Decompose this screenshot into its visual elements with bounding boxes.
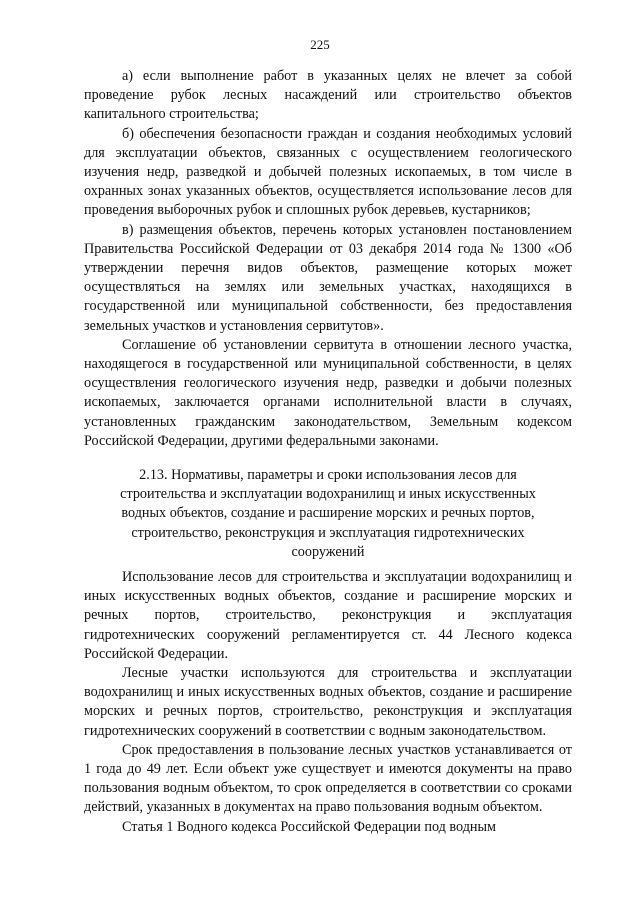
paragraph-forest-plots: Лесные участки используются для строительства и эксплуатации водохранилищ и иных искусственных водных объектов, создание и расширение морских и речных портов, строительство, реконструкция и эксплуатация гидротехнических сооружений в соответствии с водным законодательством. (84, 665, 572, 739)
section-heading: 2.13. Нормативы, параметры и сроки использования лесов для строительства и эксплуатации водохранилищ и иных искусственных водных объектов, создание и расширение морских и речных портов, строительство, реконструкция и эксплуатация гидротехнических сооружений (120, 467, 536, 560)
paragraph-item-b: б) обеспечения безопасности граждан и создания необходимых условий для эксплуатации объектов, связанных с осуществлением геологического изучения недр, разведкой и добычей полезных ископаемых, в том числе в охранных зонах указанных объектов, осуществляется использование лесов для проведения выборочных рубок и сплошных рубок деревьев, кустарников; (84, 125, 572, 219)
paragraph-servitude: Соглашение об установлении сервитута в отношении лесного участка, находящегося в государственной или муниципальной собственности, в целях осуществления геологического изучения недр, разведки и добычи полезных ископаемых, заключается органами исполнительной власти в случаях, установленных гражданским законодательством, Земельным кодексом Российской Федерации, другими федеральными законами. (84, 336, 572, 449)
paragraph-item-v: в) размещения объектов, перечень которых установлен постановлением Правительства Российской Федерации от 03 декабря 2014 года № 1300 «Об утверждении перечня видов объектов, размещение которых может осуществляться на землях или земельных участках, находящихся в государственной или муниципальной собственности, без предоставления земельных участков и установления сервитутов». (84, 221, 572, 334)
page-number: 225 (310, 37, 330, 52)
text-block-upper (84, 67, 572, 451)
text-block-lower (84, 568, 572, 837)
paragraph-article-1: Статья 1 Водного кодекса Российской Федерации под водным (122, 818, 497, 835)
paragraph-term: Срок предоставления в пользование лесных участков устанавливается от 1 года до 49 лет. Если объект уже существует и имеются документы на право пользования водным объектом, то срок определяется в соответствии со сроками действий, указанных в документах на право пользования водным объектом. (84, 741, 572, 816)
paragraph-usage: Использование лесов для строительства и эксплуатации водохранилищ и иных искусственных водных объектов, создание и расширение морских и речных портов, строительство, реконструкция и эксплуатация гидротехнических сооружений регламентируется ст. 44 Лесного кодекса Российской Федерации. (84, 569, 572, 662)
paragraph-item-a: а) если выполнение работ в указанных целях не влечет за собой проведение рубок лесных насаждений или строительство объектов капитального строительства; (84, 68, 572, 123)
